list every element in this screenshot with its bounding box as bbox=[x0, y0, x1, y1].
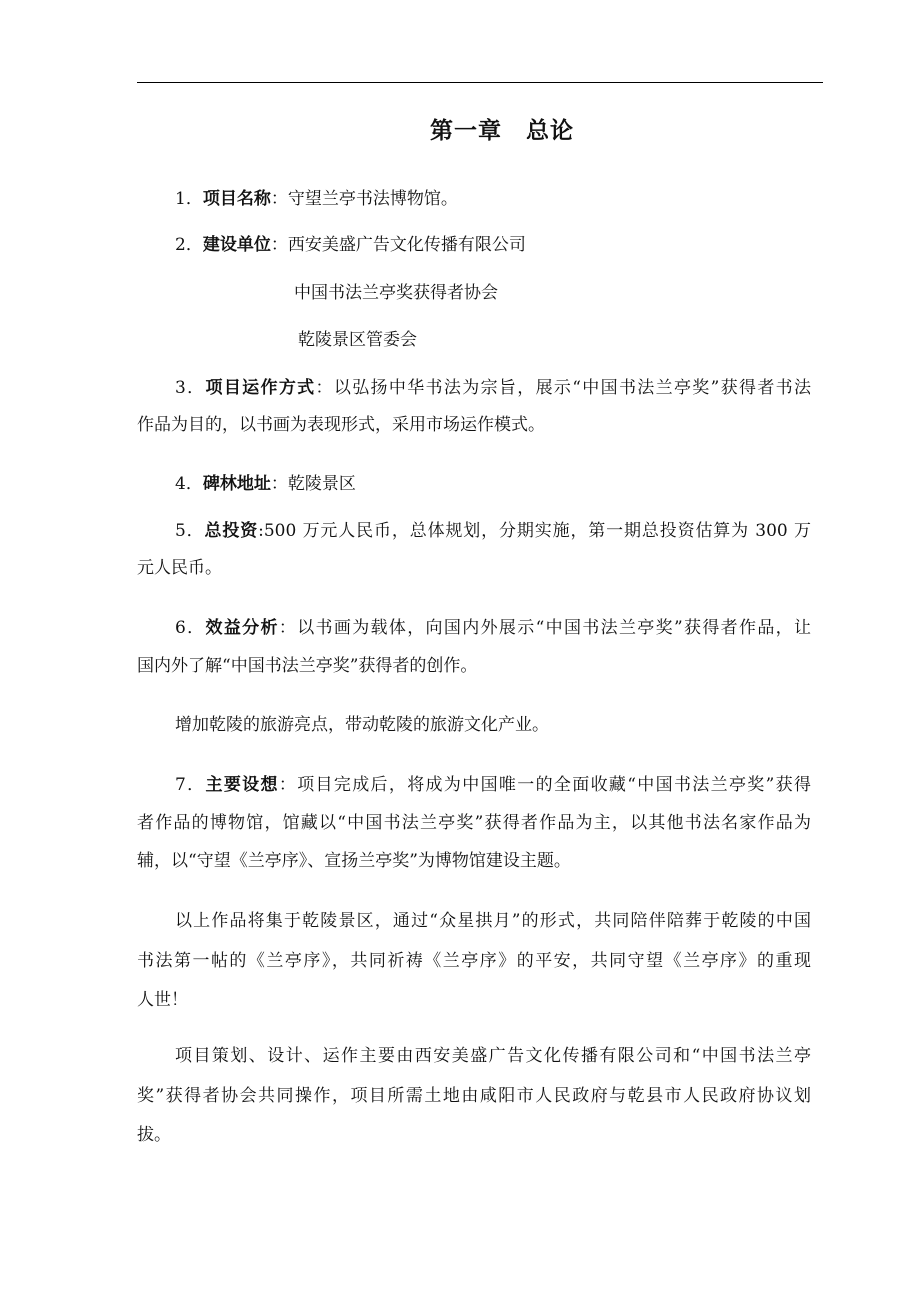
item-label: 主要设想 bbox=[205, 775, 279, 795]
item-main-concept bbox=[175, 774, 811, 796]
item-number: 1． bbox=[175, 189, 203, 209]
item-text: 乾陵景区 bbox=[287, 474, 356, 494]
item-number: 3． bbox=[175, 378, 206, 398]
builder-extra-2: 乾陵景区管委会 bbox=[298, 330, 417, 350]
concept-line-2: 者作品的博物馆，馆藏以“中国书法兰亭奖”获得者作品为主，以其他书法名家作品为 bbox=[137, 813, 811, 833]
paragraph-b-line-1: 项目策划、设计、运作主要由西安美盛广告文化传播有限公司和“中国书法兰亭 bbox=[175, 1046, 811, 1066]
chapter-title: 第一章 总论 bbox=[430, 118, 574, 144]
paragraph-a-line-2: 书法第一帖的《兰亭序》，共同祈祷《兰亭序》的平安，共同守望《兰亭序》的重现 bbox=[137, 951, 811, 971]
item-separator: ： bbox=[278, 775, 298, 795]
item-benefit-analysis bbox=[175, 617, 811, 639]
paragraph-a-line-1: 以上作品将集于乾陵景区，通过“众星拱月”的形式，共同陪伴陪葬于乾陵的中国 bbox=[175, 911, 811, 931]
item-label: 建设单位 bbox=[202, 235, 271, 255]
item-label: 效益分析 bbox=[205, 618, 279, 638]
builder-extra-1: 中国书法兰亭奖获得者协会 bbox=[294, 283, 498, 303]
benefit-line-3: 增加乾陵的旅游亮点，带动乾陵的旅游文化产业。 bbox=[175, 715, 549, 735]
item-separator: ： bbox=[270, 235, 288, 255]
item-operation-mode bbox=[175, 377, 811, 399]
item-number: 6． bbox=[175, 618, 206, 638]
item-label: 项目名称 bbox=[202, 189, 271, 209]
item-text: 守望兰亭书法博物馆。 bbox=[287, 189, 458, 209]
concept-line-3: 辅，以“守望《兰亭序》、宣扬兰亭奖”为博物馆建设主题。 bbox=[137, 851, 571, 871]
investment-line-2: 元人民币。 bbox=[137, 558, 222, 578]
paragraph-b-line-3: 拔。 bbox=[137, 1125, 171, 1145]
paragraph-a-line-3: 人世！ bbox=[137, 990, 188, 1010]
benefit-line-2: 国内外了解“中国书法兰亭奖”获得者的创作。 bbox=[137, 656, 478, 676]
paragraph-b-line-2: 奖”获得者协会共同操作，项目所需土地由咸阳市人民政府与乾县市人民政府协议划 bbox=[137, 1086, 811, 1106]
item-number: 2． bbox=[175, 235, 203, 255]
item-text: 500 万元人民币，总体规划，分期实施，第一期总投资估算为 300 万 bbox=[263, 521, 812, 541]
item-stele-site bbox=[175, 473, 356, 495]
item-text: 西安美盛广告文化传播有限公司 bbox=[287, 235, 526, 255]
item-project-name bbox=[175, 188, 458, 210]
item-label: 总投资 bbox=[204, 521, 259, 541]
operation-mode-line-2: 作品为目的，以书画为表现形式，采用市场运作模式。 bbox=[137, 415, 545, 435]
item-text: 以书画为载体，向国内外展示“中国书法兰亭奖”获得者作品，让 bbox=[297, 618, 812, 638]
item-separator: ： bbox=[315, 378, 334, 398]
item-text: 以弘扬中华书法为宗旨，展示“中国书法兰亭奖”获得者书法 bbox=[333, 378, 812, 398]
item-text: 项目完成后，将成为中国唯一的全面收藏“中国书法兰亭奖”获得 bbox=[297, 775, 812, 795]
header-rule bbox=[137, 82, 823, 83]
item-label: 项目运作方式 bbox=[205, 378, 316, 398]
item-number: 7． bbox=[175, 775, 206, 795]
item-separator: ： bbox=[270, 189, 288, 209]
item-total-investment bbox=[175, 520, 811, 542]
item-separator: ： bbox=[278, 618, 298, 638]
item-number: 4． bbox=[175, 474, 203, 494]
item-number: 5． bbox=[175, 521, 205, 541]
item-separator: : bbox=[258, 521, 264, 541]
item-separator: ： bbox=[270, 474, 288, 494]
item-builder bbox=[175, 234, 526, 256]
item-label: 碑林地址 bbox=[202, 474, 271, 494]
